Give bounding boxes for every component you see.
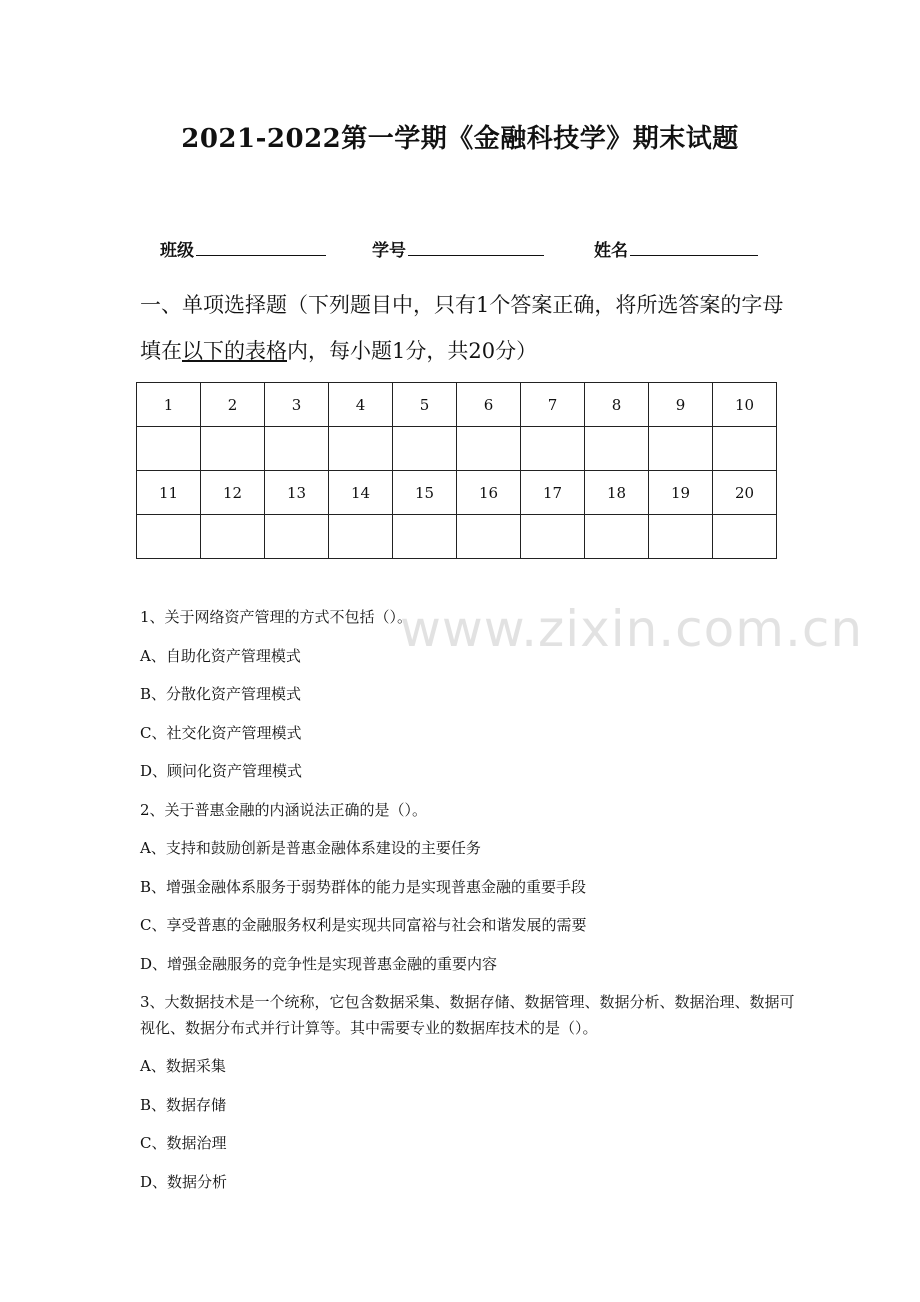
- question-number-cell: 14: [329, 471, 393, 515]
- question-number-cell: 6: [457, 383, 521, 427]
- name-label: 姓名: [594, 241, 628, 261]
- question-3-option-c: C、数据治理: [140, 1134, 227, 1152]
- question-number-cell: 4: [329, 383, 393, 427]
- question-2-option-a: A、支持和鼓励创新是普惠金融体系建设的主要任务: [140, 839, 481, 857]
- question-number-cell: 20: [713, 471, 777, 515]
- question-number-cell: 5: [393, 383, 457, 427]
- student-id-blank[interactable]: [408, 237, 544, 256]
- question-number-cell: 17: [521, 471, 585, 515]
- question-2-stem: 2、关于普惠金融的内涵说法正确的是（）。: [140, 800, 428, 819]
- answer-number-row-2: [137, 471, 777, 515]
- name-blank[interactable]: [630, 237, 758, 256]
- student-id-label: 学号: [372, 241, 406, 261]
- question-number-cell: 7: [521, 383, 585, 427]
- question-number-cell: 9: [649, 383, 713, 427]
- question-number-cell: 8: [585, 383, 649, 427]
- answer-cell[interactable]: [585, 427, 649, 471]
- question-2-option-d: D、增强金融服务的竞争性是实现普惠金融的重要内容: [140, 954, 498, 973]
- answer-cell[interactable]: [201, 515, 265, 559]
- answer-cell[interactable]: [137, 515, 201, 559]
- question-2-option-b: B、增强金融体系服务于弱势群体的能力是实现普惠金融的重要手段: [140, 877, 587, 896]
- question-1-stem: 1、关于网络资产管理的方式不包括（）。: [140, 608, 413, 626]
- section-heading: [140, 282, 790, 374]
- question-1-option-d: D、顾问化资产管理模式: [140, 762, 303, 780]
- answer-table: [136, 382, 777, 559]
- question-number-cell: 15: [393, 471, 457, 515]
- answer-cell[interactable]: [521, 515, 585, 559]
- question-list: [140, 598, 800, 1201]
- class-blank[interactable]: [196, 237, 326, 256]
- question-number-cell: 10: [713, 383, 777, 427]
- answer-cell[interactable]: [457, 427, 521, 471]
- answer-cell[interactable]: [713, 515, 777, 559]
- answer-cell[interactable]: [521, 427, 585, 471]
- answer-cell[interactable]: [713, 427, 777, 471]
- question-number-cell: 2: [201, 383, 265, 427]
- answer-entry-row-1: [137, 427, 777, 471]
- question-number-cell: 12: [201, 471, 265, 515]
- watermark: www.zixin.com.cn: [400, 600, 864, 658]
- answer-cell[interactable]: [137, 427, 201, 471]
- answer-number-row-1: [137, 383, 777, 427]
- section-heading-text-2: 内，每小题1分，共20分）: [287, 339, 538, 363]
- answer-cell[interactable]: [265, 515, 329, 559]
- answer-cell[interactable]: [329, 515, 393, 559]
- student-id-field[interactable]: [372, 236, 544, 261]
- question-number-cell: 16: [457, 471, 521, 515]
- answer-cell[interactable]: [649, 427, 713, 471]
- class-label: 班级: [160, 241, 194, 261]
- class-field[interactable]: [160, 236, 326, 261]
- answer-cell[interactable]: [649, 515, 713, 559]
- question-1-option-a: A、自助化资产管理模式: [140, 646, 301, 665]
- question-3-option-b: B、数据存储: [140, 1095, 227, 1114]
- question-2-option-c: C、享受普惠的金融服务权利是实现共同富裕与社会和谐发展的需要: [140, 916, 587, 934]
- section-heading-text-1: 一、单项选择题（下列题目中，只有1个答案正确，将所选答案的字母填在: [140, 293, 784, 363]
- section-heading-underlined: 以下的表格: [182, 339, 287, 363]
- answer-cell[interactable]: [585, 515, 649, 559]
- answer-cell[interactable]: [329, 427, 393, 471]
- question-number-cell: 19: [649, 471, 713, 515]
- page-title: 2021-2022第一学期《金融科技学》期末试题: [181, 124, 739, 154]
- answer-cell[interactable]: [457, 515, 521, 559]
- question-3-stem: 3、大数据技术是一个统称，它包含数据采集、数据存储、数据管理、数据分析、数据治理、数据可视化、数据分布式并行计算等。其中需要专业的数据库技术的是（）。: [140, 993, 795, 1037]
- answer-cell[interactable]: [393, 515, 457, 559]
- answer-cell[interactable]: [393, 427, 457, 471]
- question-number-cell: 3: [265, 383, 329, 427]
- question-1-option-b: B、分散化资产管理模式: [140, 685, 302, 703]
- name-field[interactable]: [594, 236, 758, 261]
- question-number-cell: 18: [585, 471, 649, 515]
- question-number-cell: 1: [137, 383, 201, 427]
- answer-entry-row-2: [137, 515, 777, 559]
- question-3-option-a: A、数据采集: [140, 1057, 226, 1075]
- answer-cell[interactable]: [201, 427, 265, 471]
- answer-cell[interactable]: [265, 427, 329, 471]
- question-3-option-d: D、数据分析: [140, 1172, 228, 1191]
- question-1-option-c: C、社交化资产管理模式: [140, 723, 302, 742]
- question-number-cell: 13: [265, 471, 329, 515]
- question-number-cell: 11: [137, 471, 201, 515]
